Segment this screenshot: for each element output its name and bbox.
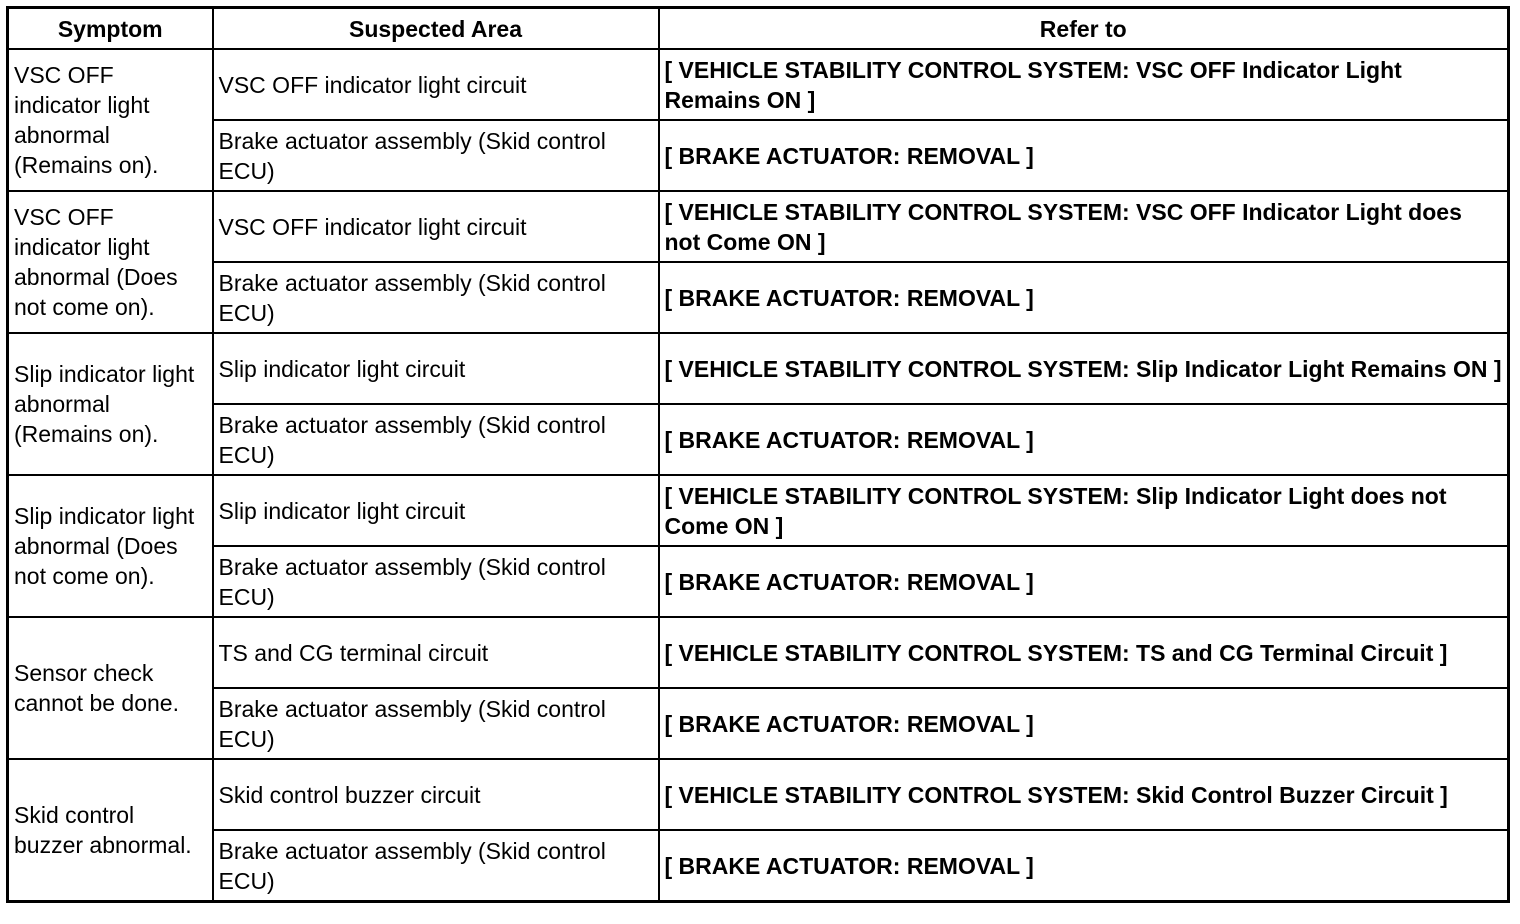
refer-to-link[interactable]: [ BRAKE ACTUATOR: REMOVAL ] [659,830,1509,902]
suspected-area-cell: VSC OFF indicator light circuit [213,191,659,262]
refer-to-link[interactable]: [ BRAKE ACTUATOR: REMOVAL ] [659,404,1509,475]
table-row [8,404,1509,475]
refer-to-link[interactable]: [ VEHICLE STABILITY CONTROL SYSTEM: TS and CG Terminal Circuit ] [659,617,1509,688]
header-suspected-area: Suspected Area [213,8,659,50]
suspected-area-cell: Slip indicator light circuit [213,333,659,404]
table-row [8,688,1509,759]
page [6,6,1510,903]
symptom-cell: VSC OFF indicator light abnormal (Remains on). [8,49,213,191]
suspected-area-cell: VSC OFF indicator light circuit [213,49,659,120]
suspected-area-cell: Brake actuator assembly (Skid control ECU) [213,404,659,475]
refer-to-link[interactable]: [ VEHICLE STABILITY CONTROL SYSTEM: Slip Indicator Light Remains ON ] [659,333,1509,404]
symptom-cell: Sensor check cannot be done. [8,617,213,759]
refer-to-link[interactable]: [ BRAKE ACTUATOR: REMOVAL ] [659,120,1509,191]
suspected-area-cell: Slip indicator light circuit [213,475,659,546]
symptom-table [6,6,1510,903]
table-row [8,333,1509,404]
table-row [8,830,1509,902]
refer-to-link[interactable]: [ BRAKE ACTUATOR: REMOVAL ] [659,262,1509,333]
suspected-area-cell: Brake actuator assembly (Skid control ECU) [213,688,659,759]
refer-to-link[interactable]: [ BRAKE ACTUATOR: REMOVAL ] [659,688,1509,759]
symptom-cell: Slip indicator light abnormal (Does not come on). [8,475,213,617]
header-row [8,8,1509,50]
table-row [8,759,1509,830]
table-row [8,262,1509,333]
symptom-cell: Slip indicator light abnormal (Remains on). [8,333,213,475]
refer-to-link[interactable]: [ BRAKE ACTUATOR: REMOVAL ] [659,546,1509,617]
suspected-area-cell: Brake actuator assembly (Skid control ECU) [213,262,659,333]
header-refer-to: Refer to [659,8,1509,50]
refer-to-link[interactable]: [ VEHICLE STABILITY CONTROL SYSTEM: Skid Control Buzzer Circuit ] [659,759,1509,830]
refer-to-link[interactable]: [ VEHICLE STABILITY CONTROL SYSTEM: VSC OFF Indicator Light Remains ON ] [659,49,1509,120]
header-symptom: Symptom [8,8,213,50]
table-row [8,617,1509,688]
suspected-area-cell: Skid control buzzer circuit [213,759,659,830]
suspected-area-cell: TS and CG terminal circuit [213,617,659,688]
table-row [8,546,1509,617]
table-row [8,475,1509,546]
table-row [8,191,1509,262]
refer-to-link[interactable]: [ VEHICLE STABILITY CONTROL SYSTEM: VSC OFF Indicator Light does not Come ON ] [659,191,1509,262]
symptom-cell: Skid control buzzer abnormal. [8,759,213,902]
suspected-area-cell: Brake actuator assembly (Skid control ECU) [213,546,659,617]
suspected-area-cell: Brake actuator assembly (Skid control ECU) [213,120,659,191]
table-row [8,120,1509,191]
refer-to-link[interactable]: [ VEHICLE STABILITY CONTROL SYSTEM: Slip Indicator Light does not Come ON ] [659,475,1509,546]
table-row [8,49,1509,120]
suspected-area-cell: Brake actuator assembly (Skid control ECU) [213,830,659,902]
symptom-cell: VSC OFF indicator light abnormal (Does not come on). [8,191,213,333]
